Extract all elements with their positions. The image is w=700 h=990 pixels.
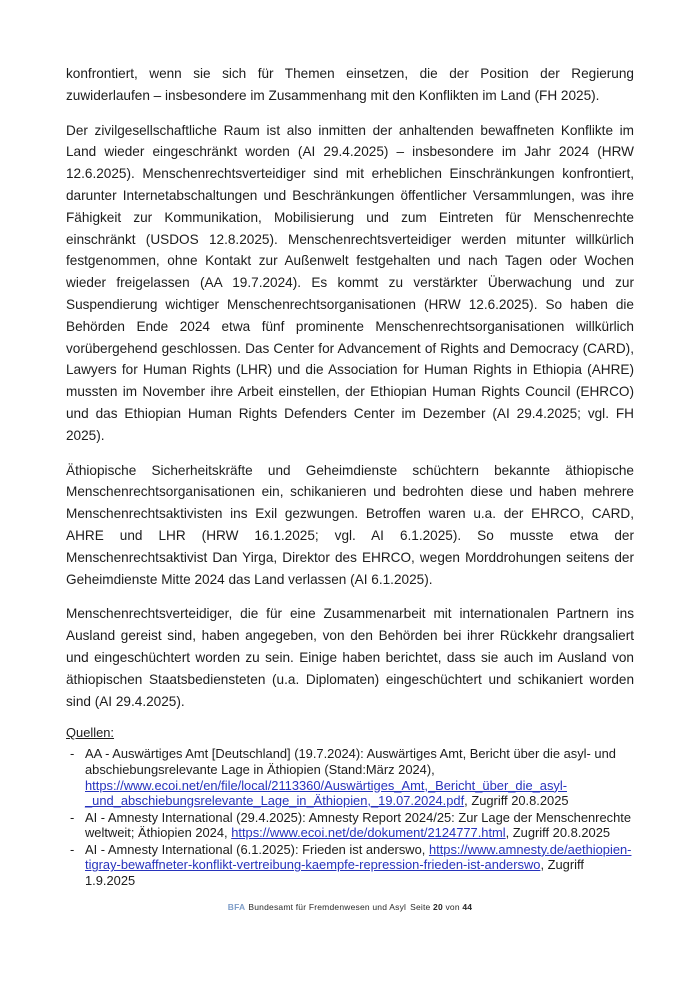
source-text: AI - Amnesty International (29.4.2025): Amnesty Report 2024/25: Zur Lage der Menschenrechte weltweit; Äthiopien 2024, <box>85 809 632 841</box>
source-link[interactable]: https://www.amnesty.de/aethiopien-tigray-bewaffneter-konflikt-vertreibung-kaempfe-repression-frieden-ist-anderswo <box>85 841 632 873</box>
source-link[interactable]: https://www.ecoi.net/en/file/local/2113360/Auswärtiges_Amt,_Bericht_über_die_asyl-_und_abschiebungsrelevante_Lage_in_Äthiopien,_19.07.2024.pdf <box>85 777 567 809</box>
sources-list <box>66 746 634 888</box>
sources-heading: Quellen: <box>66 725 115 741</box>
body-paragraph: Äthiopische Sicherheitskräfte und Geheimdienste schüchtern bekannte äthiopische Menschenrechtsorganisationen ein, schikanieren und bedrohten diese und haben mehrere Menschenrechtsaktivisten ins Exil gezwungen. Betroffen waren u.a. der EHRCO, CARD, AHRE und LHR (HRW 16.1.2025; vgl. AI 6.1.2025). So musste etwa der Menschenrechtsaktivist Dan Yirga, Direktor des EHRCO, wegen Morddrohungen seitens der Geheimdienste Mitte 2024 das Land verlassen (AI 6.1.2025). <box>66 462 634 587</box>
source-access-date: , Zugriff 20.8.2025 <box>464 793 569 809</box>
footer-org-name: Bundesamt für Fremdenwesen und Asyl <box>248 902 407 912</box>
page-footer <box>0 902 700 912</box>
source-access-date: , Zugriff 1.9.2025 <box>85 857 584 889</box>
body-paragraph: Menschenrechtsverteidiger, die für eine Zusammenarbeit mit internationalen Partnern ins Ausland gereist sind, haben angegeben, von den Behörden bei ihrer Rückkehr drangsaliert und eingeschüchtert worden zu sein. Einige haben berichtet, dass sie auch im Ausland von äthiopischen Staatsbediensteten (u.a. Diplomaten) eingeschüchtert und schikaniert worden sind (AI 29.4.2025). <box>66 606 634 709</box>
source-text: AI - Amnesty International (6.1.2025): Frieden ist anderswo, <box>85 841 429 857</box>
bullet-dash-icon: - <box>70 746 75 762</box>
bullet-dash-icon: - <box>70 809 75 825</box>
source-link[interactable]: https://www.ecoi.net/de/dokument/2124777.html <box>231 825 506 841</box>
footer-of-label: von <box>445 902 460 912</box>
bfa-logo: BFA <box>227 902 246 912</box>
bullet-dash-icon: - <box>70 841 75 857</box>
source-item <box>66 810 634 841</box>
source-text: AA - Auswärtiges Amt [Deutschland] (19.7.2024): Auswärtiges Amt, Bericht über die asyl- und abschiebungsrelevante Lage in Äthiopien (Stand:März 2024), <box>85 746 616 777</box>
page-content <box>66 63 634 890</box>
footer-page-total: 44 <box>462 902 473 912</box>
footer-page-label: Seite <box>410 902 431 912</box>
footer-page-current: 20 <box>433 902 443 912</box>
source-item <box>66 842 634 889</box>
source-item <box>66 746 634 808</box>
body-paragraph: Der zivilgesellschaftliche Raum ist also inmitten der anhaltenden bewaffneten Konflikte im Land wieder eingeschränkt worden (AI 29.4.2025) – insbesondere im Jahr 2024 (HRW 12.6.2025). Menschenrechtsverteidiger sind mit erheblichen Einschränkungen konfrontiert, darunter Internetabschaltungen und Beschränkungen öffentlicher Versammlungen, was ihre Fähigkeit zur Kommunikation, Mobilisierung und zum Eintreten für Menschenrechte einschränkt (USDOS 12.8.2025). Menschenrechtsverteidiger werden mitunter willkürlich festgenommen, ohne Kontakt zur Außenwelt festgehalten und nach Tagen oder Wochen wieder freigelassen (AA 19.7.2024). Es kommt zu verstärkter Überwachung und zur Suspendierung wichtiger Menschenrechtsorganisationen (HRW 12.6.2025). So haben die Behörden Ende 2024 etwa fünf prominente Menschenrechtsorganisationen willkürlich vorübergehend geschlossen. Das Center for Advancement of Rights and Democracy (CARD), Lawyers for Human Rights (LHR) und die Association for Human Rights in Ethiopia (AHRE) mussten im November ihre Arbeit einstellen, der Ethiopian Human Rights Council (EHRCO) und das Ethiopian Human Rights Defenders Center im Dezember (AI 29.4.2025; vgl. FH 2025). <box>66 122 634 443</box>
source-access-date: , Zugriff 20.8.2025 <box>505 825 611 841</box>
body-paragraph: konfrontiert, wenn sie sich für Themen einsetzen, die der Position der Regierung zuwiderlaufen – insbesondere im Zusammenhang mit den Konflikten im Land (FH 2025). <box>66 66 634 103</box>
